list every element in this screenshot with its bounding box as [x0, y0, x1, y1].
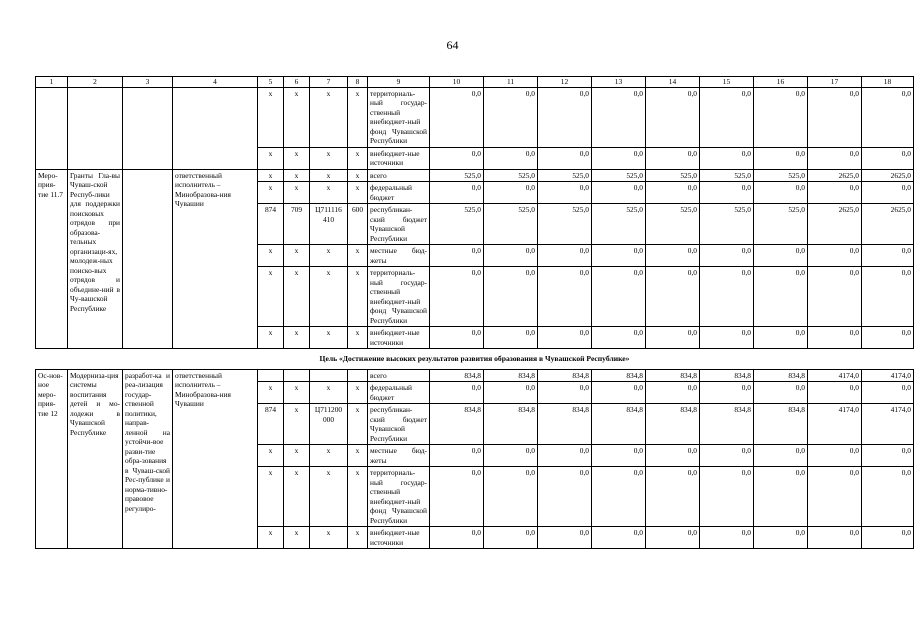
amount-cell: 834,8: [538, 404, 592, 445]
funding-source: территориаль-ный государ-ственный внебюджет-ный фонд Чувашской Республики: [368, 267, 430, 327]
rzpr-code: [284, 369, 310, 382]
amount-cell: 525,0: [484, 204, 538, 245]
vr-code: х: [348, 404, 368, 445]
amount-cell: 0,0: [592, 467, 646, 527]
amount-cell: 0,0: [754, 182, 808, 204]
vr-code: х: [348, 169, 368, 182]
amount-cell: 0,0: [538, 147, 592, 169]
column-number-8: 8: [348, 77, 368, 88]
amount-cell: 834,8: [592, 404, 646, 445]
amount-cell: 525,0: [646, 204, 700, 245]
amount-cell: 525,0: [700, 169, 754, 182]
vr-code: х: [348, 267, 368, 327]
amount-cell: 0,0: [646, 527, 700, 549]
amount-cell: 0,0: [646, 382, 700, 404]
activity-name: Модерниза-ция системы воспитания детей и мо-лодежи в Чувашской Республике: [68, 369, 123, 549]
column-number-10: 10: [430, 77, 484, 88]
column-number-3: 3: [123, 77, 173, 88]
vr-code: х: [348, 382, 368, 404]
amount-cell: 0,0: [430, 527, 484, 549]
amount-cell: 0,0: [700, 182, 754, 204]
funding-source: территориаль-ный государ-ственный внебюджет-ный фонд Чувашской Республики: [368, 467, 430, 527]
rzpr-code: х: [284, 467, 310, 527]
amount-cell: 0,0: [808, 182, 862, 204]
amount-cell: 2625,0: [862, 204, 914, 245]
vr-code: [348, 369, 368, 382]
amount-cell: 0,0: [862, 327, 914, 349]
grbs-code: [258, 369, 284, 382]
amount-cell: 0,0: [700, 527, 754, 549]
column-number-7: 7: [310, 77, 348, 88]
amount-cell: 0,0: [484, 327, 538, 349]
amount-cell: 0,0: [484, 147, 538, 169]
goal-row: [36, 349, 914, 370]
grbs-code: х: [258, 182, 284, 204]
amount-cell: 0,0: [646, 467, 700, 527]
amount-cell: 0,0: [430, 327, 484, 349]
amount-cell: 0,0: [646, 87, 700, 147]
vr-code: х: [348, 245, 368, 267]
amount-cell: 0,0: [592, 182, 646, 204]
vr-code: х: [348, 445, 368, 467]
amount-cell: 0,0: [538, 382, 592, 404]
rzpr-code: 709: [284, 204, 310, 245]
amount-cell: 0,0: [862, 382, 914, 404]
amount-cell: 525,0: [430, 169, 484, 182]
funding-source: республикан-ский бюджет Чувашской Республики: [368, 404, 430, 445]
amount-cell: 834,8: [754, 369, 808, 382]
amount-cell: 0,0: [538, 445, 592, 467]
amount-cell: 525,0: [592, 204, 646, 245]
amount-cell: 0,0: [862, 87, 914, 147]
column-number-2: 2: [68, 77, 123, 88]
amount-cell: 2625,0: [862, 169, 914, 182]
grbs-code: х: [258, 169, 284, 182]
csr-code: х: [310, 147, 348, 169]
grbs-code: х: [258, 147, 284, 169]
amount-cell: 0,0: [538, 467, 592, 527]
budget-table-body: [36, 77, 914, 549]
column-number-9: 9: [368, 77, 430, 88]
amount-cell: 525,0: [538, 169, 592, 182]
amount-cell: 4174,0: [808, 369, 862, 382]
amount-cell: 0,0: [592, 87, 646, 147]
funding-source: внебюджет-ные источники: [368, 147, 430, 169]
amount-cell: 0,0: [430, 147, 484, 169]
amount-cell: 0,0: [808, 382, 862, 404]
amount-cell: 525,0: [754, 169, 808, 182]
amount-cell: 4174,0: [862, 369, 914, 382]
vr-code: х: [348, 87, 368, 147]
grbs-code: х: [258, 327, 284, 349]
amount-cell: 0,0: [808, 467, 862, 527]
amount-cell: 0,0: [754, 245, 808, 267]
cont-executor-cell: [173, 87, 258, 169]
column-number-18: 18: [862, 77, 914, 88]
amount-cell: 0,0: [808, 147, 862, 169]
table-row: [36, 169, 914, 182]
amount-cell: 2625,0: [808, 204, 862, 245]
column-number-4: 4: [173, 77, 258, 88]
column-number-11: 11: [484, 77, 538, 88]
grbs-code: х: [258, 87, 284, 147]
amount-cell: 0,0: [754, 87, 808, 147]
activity-status: Ос-нов-ное меро-прия-тие 12: [36, 369, 68, 549]
grbs-code: х: [258, 527, 284, 549]
amount-cell: 2625,0: [808, 169, 862, 182]
amount-cell: 0,0: [484, 267, 538, 327]
amount-cell: 0,0: [646, 267, 700, 327]
amount-cell: 0,0: [862, 445, 914, 467]
amount-cell: 0,0: [862, 467, 914, 527]
csr-code: Ц711116 410: [310, 204, 348, 245]
amount-cell: 834,8: [646, 369, 700, 382]
funding-source: всего: [368, 169, 430, 182]
amount-cell: 834,8: [700, 369, 754, 382]
grbs-code: 874: [258, 404, 284, 445]
amount-cell: 834,8: [430, 404, 484, 445]
amount-cell: 0,0: [538, 182, 592, 204]
csr-code: Ц711200 000: [310, 404, 348, 445]
csr-code: х: [310, 467, 348, 527]
column-number-14: 14: [646, 77, 700, 88]
amount-cell: 0,0: [862, 147, 914, 169]
csr-code: х: [310, 445, 348, 467]
amount-cell: 0,0: [592, 527, 646, 549]
vr-code: х: [348, 327, 368, 349]
amount-cell: 0,0: [700, 87, 754, 147]
funding-source: внебюджет-ные источники: [368, 327, 430, 349]
amount-cell: 0,0: [646, 182, 700, 204]
amount-cell: 0,0: [754, 527, 808, 549]
amount-cell: 0,0: [430, 245, 484, 267]
amount-cell: 0,0: [592, 245, 646, 267]
csr-code: х: [310, 169, 348, 182]
amount-cell: 0,0: [484, 467, 538, 527]
amount-cell: 0,0: [592, 267, 646, 327]
amount-cell: 525,0: [646, 169, 700, 182]
grbs-code: х: [258, 267, 284, 327]
amount-cell: 0,0: [484, 445, 538, 467]
rzpr-code: х: [284, 527, 310, 549]
csr-code: [310, 369, 348, 382]
amount-cell: 0,0: [700, 467, 754, 527]
activity-name: Гранты Гла-вы Чуваш-ской Респуб-лики для поддержки поисковых отрядов при образова-тельных организаци-ях, молодеж-ных поиско-вых отрядов и объедине-ний в Чу-вашской Республике: [68, 169, 123, 349]
budget-table-container: [35, 76, 914, 549]
amount-cell: 0,0: [430, 182, 484, 204]
amount-cell: 0,0: [430, 467, 484, 527]
grbs-code: 874: [258, 204, 284, 245]
amount-cell: 0,0: [484, 87, 538, 147]
column-number-15: 15: [700, 77, 754, 88]
vr-code: 600: [348, 204, 368, 245]
amount-cell: 0,0: [862, 182, 914, 204]
amount-cell: 0,0: [808, 267, 862, 327]
amount-cell: 0,0: [700, 245, 754, 267]
amount-cell: 0,0: [430, 445, 484, 467]
amount-cell: 0,0: [754, 327, 808, 349]
rzpr-code: х: [284, 382, 310, 404]
amount-cell: 0,0: [592, 445, 646, 467]
amount-cell: 0,0: [430, 382, 484, 404]
amount-cell: 0,0: [484, 382, 538, 404]
table-row: [36, 87, 914, 147]
column-number-16: 16: [754, 77, 808, 88]
amount-cell: 525,0: [754, 204, 808, 245]
amount-cell: 834,8: [592, 369, 646, 382]
cont-goal-cell: [123, 87, 173, 169]
amount-cell: 0,0: [700, 445, 754, 467]
amount-cell: 0,0: [430, 267, 484, 327]
grbs-code: х: [258, 245, 284, 267]
table-row: [36, 369, 914, 382]
grbs-code: х: [258, 382, 284, 404]
amount-cell: 0,0: [754, 147, 808, 169]
rzpr-code: х: [284, 87, 310, 147]
vr-code: х: [348, 527, 368, 549]
column-number-13: 13: [592, 77, 646, 88]
goal-heading: Цель «Достижение высоких результатов развития образования в Чувашской Республике»: [36, 349, 914, 370]
csr-code: х: [310, 182, 348, 204]
amount-cell: 0,0: [646, 327, 700, 349]
csr-code: х: [310, 527, 348, 549]
vr-code: х: [348, 467, 368, 527]
cont-name-cell: [68, 87, 123, 169]
rzpr-code: х: [284, 182, 310, 204]
csr-code: х: [310, 245, 348, 267]
budget-table: [35, 76, 914, 549]
amount-cell: 4174,0: [862, 404, 914, 445]
vr-code: х: [348, 182, 368, 204]
amount-cell: 0,0: [808, 245, 862, 267]
amount-cell: 834,8: [754, 404, 808, 445]
amount-cell: 0,0: [430, 87, 484, 147]
page-number: 64: [446, 38, 459, 52]
amount-cell: 0,0: [754, 445, 808, 467]
amount-cell: 0,0: [646, 245, 700, 267]
funding-source: территориаль-ный государ-ственный внебюджет-ный фонд Чувашской Республики: [368, 87, 430, 147]
amount-cell: 0,0: [808, 445, 862, 467]
amount-cell: 0,0: [862, 527, 914, 549]
amount-cell: 0,0: [592, 327, 646, 349]
csr-code: х: [310, 327, 348, 349]
amount-cell: 0,0: [754, 467, 808, 527]
amount-cell: 0,0: [592, 382, 646, 404]
amount-cell: 525,0: [538, 204, 592, 245]
column-number-17: 17: [808, 77, 862, 88]
column-number-12: 12: [538, 77, 592, 88]
amount-cell: 0,0: [700, 147, 754, 169]
funding-source: всего: [368, 369, 430, 382]
rzpr-code: х: [284, 445, 310, 467]
amount-cell: 0,0: [538, 527, 592, 549]
rzpr-code: х: [284, 147, 310, 169]
activity-goal: разработ-ка и реа-лизация государ-ственной политики, направ-ленной на устойчи-вое разви-тие обра-зования в Чуваш-ской Рес-публике и норма-тивно-правовое регулиро-: [123, 369, 173, 549]
activity-executor: ответственный исполнитель – Минобразова-ния Чувашии: [173, 169, 258, 349]
amount-cell: 4174,0: [808, 404, 862, 445]
column-number-5: 5: [258, 77, 284, 88]
amount-cell: 525,0: [592, 169, 646, 182]
amount-cell: 0,0: [538, 87, 592, 147]
grbs-code: х: [258, 445, 284, 467]
amount-cell: 0,0: [646, 445, 700, 467]
funding-source: внебюджет-ные источники: [368, 527, 430, 549]
amount-cell: 0,0: [808, 87, 862, 147]
amount-cell: 0,0: [484, 245, 538, 267]
amount-cell: 0,0: [538, 327, 592, 349]
rzpr-code: х: [284, 169, 310, 182]
amount-cell: 834,8: [430, 369, 484, 382]
amount-cell: 0,0: [592, 147, 646, 169]
amount-cell: 0,0: [862, 245, 914, 267]
column-number-row: [36, 77, 914, 88]
amount-cell: 0,0: [538, 245, 592, 267]
amount-cell: 0,0: [484, 182, 538, 204]
rzpr-code: х: [284, 327, 310, 349]
cont-status-cell: [36, 87, 68, 169]
csr-code: х: [310, 87, 348, 147]
amount-cell: 0,0: [538, 267, 592, 327]
csr-code: х: [310, 382, 348, 404]
amount-cell: 834,8: [700, 404, 754, 445]
activity-goal: [123, 169, 173, 349]
amount-cell: 0,0: [862, 267, 914, 327]
amount-cell: 834,8: [646, 404, 700, 445]
funding-source: федеральный бюджет: [368, 382, 430, 404]
amount-cell: 0,0: [754, 267, 808, 327]
activity-status: Меро-прия-тие 11.7: [36, 169, 68, 349]
funding-source: местные бюд-жеты: [368, 445, 430, 467]
amount-cell: 525,0: [700, 204, 754, 245]
activity-executor: ответственный исполнитель – Минобразова-ния Чувашии: [173, 369, 258, 549]
amount-cell: 0,0: [700, 327, 754, 349]
amount-cell: 525,0: [430, 204, 484, 245]
vr-code: х: [348, 147, 368, 169]
rzpr-code: х: [284, 267, 310, 327]
amount-cell: 834,8: [484, 404, 538, 445]
grbs-code: х: [258, 467, 284, 527]
amount-cell: 525,0: [484, 169, 538, 182]
amount-cell: 0,0: [808, 327, 862, 349]
column-number-1: 1: [36, 77, 68, 88]
rzpr-code: х: [284, 245, 310, 267]
amount-cell: 0,0: [754, 382, 808, 404]
amount-cell: 0,0: [484, 527, 538, 549]
amount-cell: 834,8: [538, 369, 592, 382]
funding-source: федеральный бюджет: [368, 182, 430, 204]
rzpr-code: х: [284, 404, 310, 445]
amount-cell: 0,0: [808, 527, 862, 549]
csr-code: х: [310, 267, 348, 327]
funding-source: республикан-ский бюджет Чувашской Республики: [368, 204, 430, 245]
funding-source: местные бюд-жеты: [368, 245, 430, 267]
amount-cell: 0,0: [646, 147, 700, 169]
amount-cell: 0,0: [700, 267, 754, 327]
amount-cell: 834,8: [484, 369, 538, 382]
amount-cell: 0,0: [700, 382, 754, 404]
column-number-6: 6: [284, 77, 310, 88]
